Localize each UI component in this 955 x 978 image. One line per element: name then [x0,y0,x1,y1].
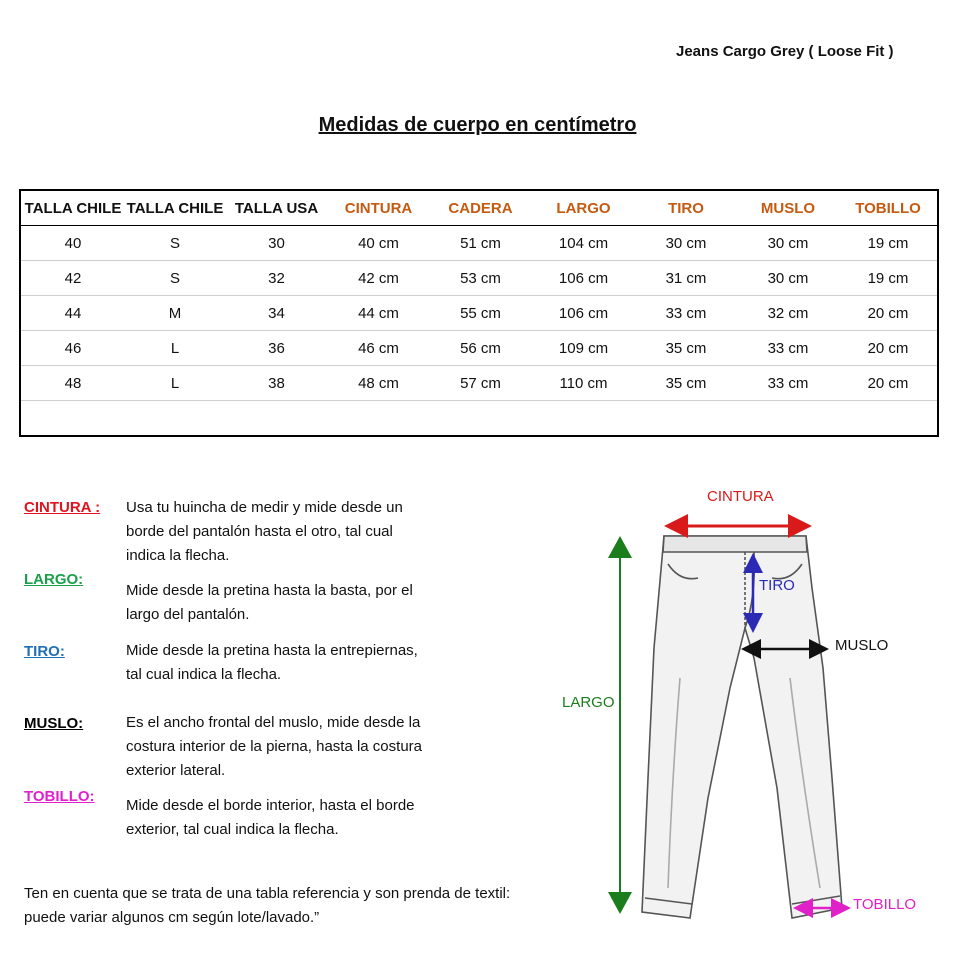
table-row-empty [20,401,938,437]
table-cell: 51 cm [429,226,532,261]
table-cell: 46 [20,331,125,366]
table-cell: 48 cm [328,366,429,401]
table-cell: 20 cm [839,366,938,401]
table-cell: 109 cm [532,331,635,366]
table-cell: 40 [20,226,125,261]
largo-arrow [608,536,632,914]
col-header-cintura: CINTURA [328,190,429,226]
jeans-icon [642,536,842,918]
table-cell: 106 cm [532,261,635,296]
table-cell: L [125,366,225,401]
term-muslo: MUSLO: [24,715,84,732]
table-cell: 30 cm [737,226,839,261]
table-cell: 42 [20,261,125,296]
col-header-talla-usa: TALLA USA [225,190,328,226]
table-row [20,296,938,331]
table-cell: 42 cm [328,261,429,296]
table-cell: 55 cm [429,296,532,331]
label-muslo: MUSLO [835,637,889,654]
table-cell: 30 [225,226,328,261]
table-cell: 33 cm [737,331,839,366]
table-cell: 56 cm [429,331,532,366]
jeans-measurement-diagram [540,478,955,968]
table-cell: L [125,331,225,366]
product-title: Jeans Cargo Grey ( Loose Fit ) [676,43,894,60]
term-cintura: CINTURA : [24,499,101,516]
label-tobillo: TOBILLO [853,896,917,913]
col-header-talla-chile: TALLA CHILE [20,190,125,226]
table-row [20,366,938,401]
table-cell: 35 cm [635,331,737,366]
label-cintura: CINTURA [707,488,774,505]
table-cell: 106 cm [532,296,635,331]
table-cell: 46 cm [328,331,429,366]
col-header-cadera: CADERA [429,190,532,226]
table-cell: 110 cm [532,366,635,401]
table-cell: 33 cm [635,296,737,331]
table-cell: 36 [225,331,328,366]
definition-largo: Mide desde la pretina hasta la basta, por el largo del pantalón. [126,582,413,623]
definition-tobillo: Mide desde el borde interior, hasta el borde exterior, tal cual indica la flecha. [126,797,415,838]
term-tiro: TIRO: [24,643,65,660]
table-cell: 19 cm [839,261,938,296]
definition-tiro: Mide desde la pretina hasta la entrepiernas, tal cual indica la flecha. [126,642,418,683]
jeans-drawing [540,478,955,968]
table-cell: S [125,261,225,296]
table-row [20,226,938,261]
col-header-muslo: MUSLO [737,190,839,226]
term-largo: LARGO: [24,571,84,588]
table-cell: 34 [225,296,328,331]
label-tiro: TIRO [759,577,795,594]
definition-muslo: Es el ancho frontal del muslo, mide desde la costura interior de la pierna, hasta la costura exterior lateral. [126,714,422,779]
col-header-talla-chile-letter: TALLA CHILE [125,190,225,226]
col-header-largo: LARGO [532,190,635,226]
table-cell: S [125,226,225,261]
table-cell: 31 cm [635,261,737,296]
table-row [20,331,938,366]
col-header-tobillo: TOBILLO [839,190,938,226]
table-header-row [20,190,938,226]
table-cell: 32 cm [737,296,839,331]
table-cell: 19 cm [839,226,938,261]
table-cell: 30 cm [635,226,737,261]
table-cell: 38 [225,366,328,401]
table-cell: 44 cm [328,296,429,331]
table-cell: 104 cm [532,226,635,261]
table-cell: 20 cm [839,331,938,366]
table-row [20,261,938,296]
table-cell: M [125,296,225,331]
table-cell: 35 cm [635,366,737,401]
table-cell: 32 [225,261,328,296]
table-cell: 57 cm [429,366,532,401]
definition-cintura: Usa tu huincha de medir y mide desde un borde del pantalón hasta el otro, tal cual indica la flecha. [126,499,403,564]
table-cell: 53 cm [429,261,532,296]
table-cell: 40 cm [328,226,429,261]
label-largo: LARGO [562,694,615,711]
disclaimer-note: Ten en cuenta que se trata de una tabla referencia y son prenda de textil: puede variar algunos cm según lote/lavado.” [24,885,511,926]
doc-title: Medidas de cuerpo en centímetro [318,114,637,136]
table-cell: 30 cm [737,261,839,296]
table-cell: 44 [20,296,125,331]
table-cell: 20 cm [839,296,938,331]
table-cell: 33 cm [737,366,839,401]
term-tobillo: TOBILLO: [24,788,95,805]
col-header-tiro: TIRO [635,190,737,226]
table-cell: 48 [20,366,125,401]
size-table [19,189,939,437]
